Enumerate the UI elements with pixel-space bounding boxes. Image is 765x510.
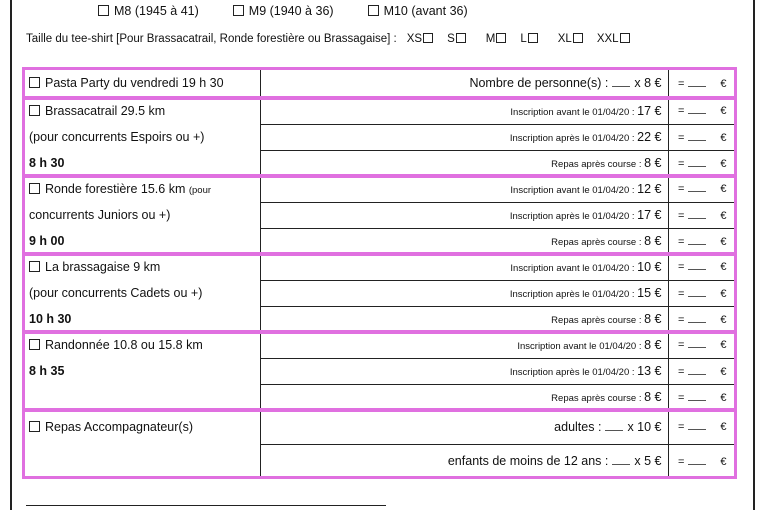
- total-prefix: =: [677, 261, 685, 274]
- event-title: La brassagaise 9 km: [45, 260, 161, 274]
- total-blank[interactable]: [688, 182, 706, 192]
- block-randonnee: [23, 332, 736, 410]
- total-cell[interactable]: [668, 228, 736, 254]
- total-prefix: =: [677, 209, 685, 222]
- total-cell[interactable]: [668, 124, 736, 150]
- row-price: 22 €: [637, 130, 662, 144]
- total-blank[interactable]: [688, 313, 706, 323]
- row-label: Repas après course :: [551, 315, 642, 327]
- tshirt-size-m[interactable]: [486, 33, 507, 45]
- pasta-party-quantity[interactable]: [260, 68, 668, 98]
- block-repas-accompagnateur: [23, 410, 736, 478]
- event-note: concurrents Juniors ou +): [23, 202, 260, 228]
- row-label: enfants de moins de 12 ans :: [447, 454, 609, 469]
- total-prefix: =: [677, 287, 685, 300]
- category-option-m8[interactable]: [98, 4, 199, 18]
- row-price: 8 €: [644, 390, 662, 405]
- row-price: x 8 €: [634, 76, 662, 90]
- total-prefix: =: [677, 339, 685, 352]
- event-title: Brassacatrail 29.5 km: [45, 104, 166, 118]
- size-label: L: [520, 33, 527, 45]
- total-blank[interactable]: [688, 287, 706, 297]
- row-label: Repas après course :: [551, 237, 642, 249]
- currency: €: [720, 209, 727, 222]
- total-prefix: =: [677, 105, 685, 118]
- row-label: Inscription après le 01/04/20 :: [509, 289, 635, 300]
- row-price: 17 €: [637, 208, 662, 222]
- price-row: [260, 176, 668, 202]
- tshirt-label: Taille du tee-shirt [Pour Brassacatrail, Ronde forestière ou Brassagaise] :: [26, 33, 397, 45]
- bottom-rule: [26, 505, 386, 506]
- price-row: [260, 280, 668, 306]
- size-label: XXL: [596, 33, 619, 45]
- quantity-blank[interactable]: [605, 421, 623, 431]
- row-price: 12 €: [637, 181, 662, 196]
- event-note: (pour concurrents Cadets ou +): [23, 280, 260, 306]
- total-cell[interactable]: [668, 176, 736, 202]
- row-label: Nombre de personne(s) :: [469, 76, 609, 90]
- price-row: [260, 150, 668, 176]
- row-price: 10 €: [637, 259, 662, 274]
- currency: €: [720, 183, 727, 196]
- total-blank[interactable]: [688, 391, 706, 401]
- tshirt-size-xxl[interactable]: [597, 33, 630, 45]
- category-options: [98, 0, 502, 22]
- brassacatrail-option[interactable]: [23, 98, 260, 124]
- tshirt-size-line: [26, 30, 630, 48]
- size-label: XL: [557, 33, 572, 45]
- checkbox-icon[interactable]: [456, 33, 466, 43]
- checkbox-icon[interactable]: [29, 77, 40, 88]
- total-blank[interactable]: [688, 420, 706, 430]
- total-prefix: =: [677, 455, 685, 468]
- row-label: Repas après course :: [551, 159, 642, 171]
- randonnee-option[interactable]: [23, 332, 260, 358]
- total-prefix: =: [677, 235, 685, 248]
- row-price: 8 €: [644, 234, 662, 249]
- event-time: 9 h 00: [23, 228, 260, 254]
- currency: €: [720, 455, 727, 468]
- category-label: M10 (avant 36): [383, 4, 468, 18]
- total-cell[interactable]: [668, 68, 736, 98]
- event-title: Pasta Party du vendredi 19 h 30: [45, 76, 224, 90]
- checkbox-icon[interactable]: [573, 33, 583, 43]
- row-price: 8 €: [644, 312, 662, 327]
- total-prefix: =: [677, 365, 685, 378]
- category-label: M8 (1945 à 41): [114, 4, 199, 18]
- currency: €: [720, 421, 727, 434]
- price-row: [260, 306, 668, 332]
- row-price: 8 €: [644, 156, 662, 171]
- total-blank[interactable]: [688, 157, 706, 167]
- currency: €: [720, 391, 727, 404]
- checkbox-icon[interactable]: [528, 33, 538, 43]
- block-brassacatrail: [23, 98, 736, 176]
- checkbox-icon[interactable]: [29, 261, 40, 272]
- total-blank[interactable]: [688, 235, 706, 245]
- tshirt-size-xs[interactable]: [407, 33, 433, 45]
- row-label: Inscription avant le 01/04/20 :: [510, 262, 635, 274]
- total-prefix: =: [677, 421, 685, 434]
- row-label: Inscription après le 01/04/20 :: [509, 133, 635, 144]
- price-row: [260, 228, 668, 254]
- event-title: Ronde forestière 15.6 km: [45, 182, 186, 196]
- event-title-note: (pour: [188, 185, 212, 196]
- category-label: M9 (1940 à 36): [248, 4, 334, 18]
- ronde-forestiere-option[interactable]: [23, 176, 260, 202]
- total-blank[interactable]: [688, 338, 706, 348]
- row-price: 8 €: [644, 337, 662, 352]
- total-blank[interactable]: [688, 209, 706, 219]
- price-row: [260, 332, 668, 358]
- checkbox-icon[interactable]: [29, 421, 40, 432]
- total-cell[interactable]: [668, 254, 736, 280]
- row-price: x 10 €: [627, 419, 662, 434]
- price-row: [260, 202, 668, 228]
- row-label: Inscription avant le 01/04/20 :: [510, 106, 635, 118]
- empty-cell: [23, 444, 260, 478]
- empty-cell: [23, 384, 260, 410]
- registration-table: [23, 68, 736, 478]
- tshirt-sizes: [407, 33, 630, 45]
- total-prefix: =: [677, 313, 685, 326]
- price-row: [260, 384, 668, 410]
- price-row: [260, 124, 668, 150]
- repas-accompagnateur-option[interactable]: [23, 410, 260, 444]
- event-title: Randonnée 10.8 ou 15.8 km: [45, 338, 203, 352]
- adults-quantity[interactable]: [260, 410, 668, 444]
- checkbox-icon[interactable]: [423, 33, 433, 43]
- currency: €: [720, 365, 727, 378]
- size-label: M: [485, 33, 496, 45]
- row-price: 17 €: [637, 103, 662, 118]
- category-option-m10[interactable]: [368, 4, 468, 18]
- price-row: [260, 358, 668, 384]
- currency: €: [720, 261, 727, 274]
- total-blank[interactable]: [688, 104, 706, 114]
- total-cell[interactable]: [668, 358, 736, 384]
- price-row: [260, 254, 668, 280]
- currency: €: [720, 131, 727, 144]
- total-prefix: =: [677, 183, 685, 196]
- total-cell[interactable]: [668, 150, 736, 176]
- total-cell[interactable]: [668, 280, 736, 306]
- total-cell[interactable]: [668, 306, 736, 332]
- row-label: Repas après course :: [551, 393, 642, 405]
- total-cell[interactable]: [668, 202, 736, 228]
- row-price: 13 €: [637, 364, 662, 378]
- tshirt-size-xl[interactable]: [558, 33, 583, 45]
- block-brassagaise: [23, 254, 736, 332]
- total-cell[interactable]: [668, 410, 736, 444]
- tshirt-size-s[interactable]: [447, 33, 466, 45]
- currency: €: [720, 235, 727, 248]
- total-blank[interactable]: [688, 260, 706, 270]
- pasta-party-option[interactable]: [23, 68, 260, 98]
- checkbox-icon[interactable]: [29, 105, 40, 116]
- checkbox-icon[interactable]: [496, 33, 506, 43]
- currency: €: [720, 105, 727, 118]
- total-blank[interactable]: [688, 455, 706, 465]
- size-label: XS: [406, 33, 423, 45]
- event-time: 8 h 30: [23, 150, 260, 176]
- total-cell[interactable]: [668, 384, 736, 410]
- total-blank[interactable]: [688, 77, 706, 87]
- total-cell[interactable]: [668, 98, 736, 124]
- event-time: 10 h 30: [23, 306, 260, 332]
- price-row: [260, 98, 668, 124]
- checkbox-icon[interactable]: [29, 183, 40, 194]
- currency: €: [720, 157, 727, 170]
- total-prefix: =: [677, 391, 685, 404]
- total-cell[interactable]: [668, 444, 736, 478]
- currency: €: [720, 313, 727, 326]
- total-blank[interactable]: [688, 131, 706, 141]
- children-quantity[interactable]: [260, 444, 668, 478]
- row-label: Inscription avant le 01/04/20 :: [517, 340, 642, 352]
- brassagaise-option[interactable]: [23, 254, 260, 280]
- row-label: adultes :: [554, 419, 602, 434]
- size-label: S: [447, 33, 455, 45]
- total-prefix: =: [677, 157, 685, 170]
- tshirt-size-l[interactable]: [520, 33, 537, 45]
- event-note: (pour concurrents Espoirs ou +): [23, 124, 260, 150]
- quantity-blank[interactable]: [612, 77, 630, 87]
- checkbox-icon[interactable]: [98, 5, 109, 16]
- row-price: 15 €: [637, 286, 662, 300]
- row-label: Inscription après le 01/04/20 :: [509, 211, 635, 222]
- row-label: Inscription après le 01/04/20 :: [509, 367, 635, 378]
- currency: €: [720, 77, 727, 90]
- currency: €: [720, 287, 727, 300]
- checkbox-icon[interactable]: [29, 339, 40, 350]
- total-cell[interactable]: [668, 332, 736, 358]
- checkbox-icon[interactable]: [233, 5, 244, 16]
- event-title: Repas Accompagnateur(s): [45, 420, 193, 434]
- total-blank[interactable]: [688, 365, 706, 375]
- checkbox-icon[interactable]: [368, 5, 379, 16]
- category-option-m9[interactable]: [233, 4, 334, 18]
- checkbox-icon[interactable]: [620, 33, 630, 43]
- block-pasta-party: [23, 68, 736, 98]
- row-label: Inscription avant le 01/04/20 :: [510, 184, 635, 196]
- total-prefix: =: [677, 131, 685, 144]
- row-price: x 5 €: [634, 454, 662, 469]
- total-prefix: =: [677, 77, 685, 90]
- block-ronde-forestiere: [23, 176, 736, 254]
- quantity-blank[interactable]: [612, 455, 630, 465]
- currency: €: [720, 339, 727, 352]
- event-time: 8 h 35: [23, 358, 260, 384]
